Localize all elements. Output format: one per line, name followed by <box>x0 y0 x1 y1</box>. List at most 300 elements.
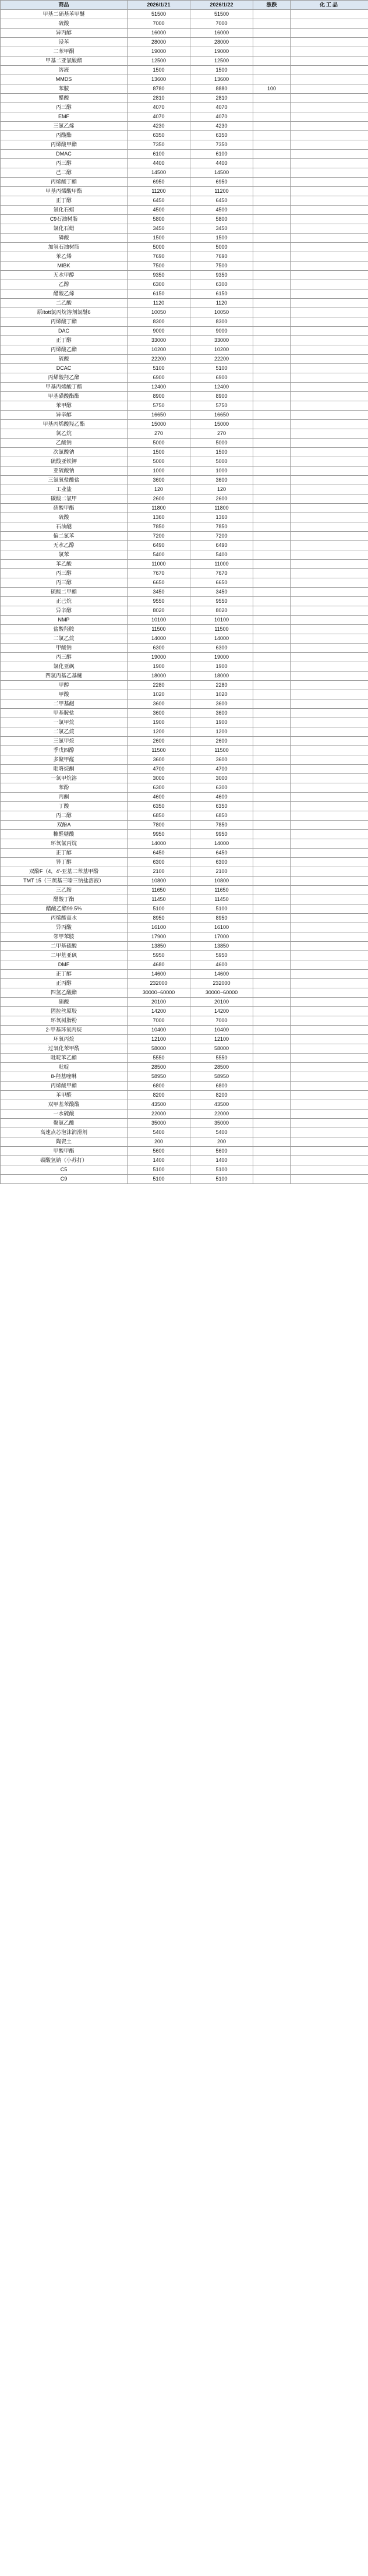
price-change <box>253 29 291 38</box>
price-change <box>253 1100 291 1109</box>
price-change <box>253 849 291 858</box>
price-change <box>253 895 291 904</box>
price-date1: 30000~60000 <box>128 988 190 998</box>
table-row <box>1 942 368 951</box>
table-row <box>1 327 368 336</box>
table-row <box>1 522 368 532</box>
product-name: 苯乙烯 <box>1 252 128 262</box>
product-name: 甲基丙烯酸羟乙酯 <box>1 420 128 429</box>
table-row <box>1 271 368 280</box>
table-row <box>1 1109 368 1119</box>
price-change <box>253 960 291 970</box>
price-date2: 7000 <box>190 1016 253 1026</box>
product-name: 醋酸乙烯 <box>1 289 128 299</box>
price-change <box>253 1016 291 1026</box>
spacer-cell <box>291 94 368 103</box>
col-header-date2: 2026/1/22 <box>190 1 253 10</box>
table-row <box>1 103 368 112</box>
table-row <box>1 252 368 262</box>
spacer-cell <box>291 513 368 522</box>
product-name: 硝酸 <box>1 998 128 1007</box>
table-row <box>1 597 368 606</box>
price-change <box>253 1091 291 1100</box>
price-date1: 6800 <box>128 1082 190 1091</box>
price-change <box>253 653 291 662</box>
product-name: 三氯乙烯 <box>1 122 128 131</box>
price-date2: 4500 <box>190 206 253 215</box>
table-row <box>1 364 368 373</box>
product-name: 正丁醇 <box>1 196 128 206</box>
price-change <box>253 839 291 849</box>
price-date2: 8900 <box>190 392 253 401</box>
price-date2: 7850 <box>190 522 253 532</box>
spacer-cell <box>291 29 368 38</box>
product-name: 8-羟基喹啉 <box>1 1072 128 1082</box>
price-date2: 9350 <box>190 271 253 280</box>
price-date1: 14000 <box>128 839 190 849</box>
spacer-cell <box>291 75 368 84</box>
price-date1: 7000 <box>128 19 190 29</box>
price-date1: 11500 <box>128 746 190 755</box>
spacer-cell <box>291 19 368 29</box>
price-change <box>253 1109 291 1119</box>
price-date2: 4400 <box>190 159 253 168</box>
product-name: 正己烷 <box>1 597 128 606</box>
spacer-cell <box>291 168 368 178</box>
product-name: 硫酸亚铁钾 <box>1 457 128 467</box>
price-date2: 3600 <box>190 709 253 718</box>
price-change <box>253 932 291 942</box>
price-date2: 5000 <box>190 439 253 448</box>
spacer-cell <box>291 923 368 932</box>
price-change <box>253 569 291 578</box>
price-date1: 22200 <box>128 355 190 364</box>
price-change <box>253 867 291 877</box>
price-change <box>253 150 291 159</box>
table-row <box>1 38 368 47</box>
table-row <box>1 345 368 355</box>
price-date2: 4600 <box>190 793 253 802</box>
price-date2: 30000~60000 <box>190 988 253 998</box>
price-date1: 4070 <box>128 112 190 122</box>
spacer-cell <box>291 979 368 988</box>
price-date1: 2280 <box>128 681 190 690</box>
price-change <box>253 10 291 19</box>
spacer-cell <box>291 1063 368 1072</box>
price-change <box>253 1165 291 1175</box>
spacer-cell <box>291 644 368 653</box>
price-date1: 1900 <box>128 662 190 672</box>
spacer-cell <box>291 262 368 271</box>
price-date2: 9950 <box>190 830 253 839</box>
spacer-cell <box>291 765 368 774</box>
spacer-cell <box>291 494 368 504</box>
spacer-cell <box>291 960 368 970</box>
spacer-cell <box>291 970 368 979</box>
product-name: 醋酸 <box>1 94 128 103</box>
table-row <box>1 821 368 830</box>
price-date2: 9000 <box>190 327 253 336</box>
price-change <box>253 755 291 765</box>
product-name: 甲基胺盐 <box>1 709 128 718</box>
price-change <box>253 112 291 122</box>
product-name: 浸苯 <box>1 38 128 47</box>
product-name: 丙三醇 <box>1 653 128 662</box>
price-change <box>253 1119 291 1128</box>
price-date1: 6850 <box>128 811 190 821</box>
table-row <box>1 150 368 159</box>
table-row <box>1 429 368 439</box>
product-name: 三乙胺 <box>1 886 128 895</box>
price-date2: 17000 <box>190 932 253 942</box>
product-name: 异丙醇 <box>1 29 128 38</box>
price-date1: 9350 <box>128 271 190 280</box>
spacer-cell <box>291 1016 368 1026</box>
price-date2: 58950 <box>190 1072 253 1082</box>
price-date1: 3450 <box>128 588 190 597</box>
table-row <box>1 904 368 914</box>
product-name: 甲基二硝基苯甲醚 <box>1 10 128 19</box>
product-name: 环氧氯丙烷 <box>1 839 128 849</box>
price-date1: 11800 <box>128 504 190 513</box>
price-date1: 5550 <box>128 1054 190 1063</box>
spacer-cell <box>291 150 368 159</box>
price-date1: 20100 <box>128 998 190 1007</box>
price-change <box>253 1072 291 1082</box>
table-row <box>1 616 368 625</box>
price-date1: 6300 <box>128 280 190 289</box>
spacer-cell <box>291 755 368 765</box>
price-date2: 3000 <box>190 774 253 783</box>
price-date2: 1500 <box>190 234 253 243</box>
price-date2: 11500 <box>190 625 253 634</box>
price-date2: 6300 <box>190 280 253 289</box>
table-row <box>1 420 368 429</box>
product-name: C9 <box>1 1175 128 1184</box>
spacer-cell <box>291 10 368 19</box>
spacer-cell <box>291 355 368 364</box>
table-row <box>1 1091 368 1100</box>
product-name: 糠醛糖酸 <box>1 830 128 839</box>
price-date2: 6650 <box>190 578 253 588</box>
price-date2: 5550 <box>190 1054 253 1063</box>
price-date1: 11500 <box>128 625 190 634</box>
table-row <box>1 94 368 103</box>
price-change <box>253 448 291 457</box>
product-name: 正丁醇 <box>1 336 128 345</box>
price-date2: 3600 <box>190 699 253 709</box>
price-date2: 1000 <box>190 467 253 476</box>
price-change <box>253 262 291 271</box>
spacer-cell <box>291 690 368 699</box>
price-date1: 1900 <box>128 718 190 727</box>
product-name: 氯化亚砜 <box>1 662 128 672</box>
price-date2: 5400 <box>190 550 253 560</box>
product-name: 双酚A <box>1 821 128 830</box>
price-change <box>253 532 291 541</box>
price-date1: 14000 <box>128 634 190 644</box>
price-change <box>253 644 291 653</box>
price-date2: 10050 <box>190 308 253 317</box>
spacer-cell <box>291 830 368 839</box>
product-name: 甲基磺酸酯酯 <box>1 392 128 401</box>
price-change <box>253 550 291 560</box>
spacer-cell <box>291 932 368 942</box>
table-row <box>1 1137 368 1147</box>
price-date2: 5950 <box>190 951 253 960</box>
price-change <box>253 877 291 886</box>
product-name: 盐酸羟胺 <box>1 625 128 634</box>
product-name: 甲酸甲酯 <box>1 1147 128 1156</box>
price-change <box>253 634 291 644</box>
product-name: 甲基丙烯酸丁酯 <box>1 383 128 392</box>
price-date1: 8300 <box>128 317 190 327</box>
table-row <box>1 1007 368 1016</box>
price-change <box>253 970 291 979</box>
price-date2: 6300 <box>190 783 253 793</box>
table-row <box>1 140 368 150</box>
spacer-cell <box>291 429 368 439</box>
price-date2: 1900 <box>190 662 253 672</box>
price-date2: 1120 <box>190 299 253 308</box>
price-date1: 1500 <box>128 234 190 243</box>
table-row <box>1 383 368 392</box>
price-change <box>253 94 291 103</box>
product-name: C9石油树脂 <box>1 215 128 224</box>
product-name: 异丙酸 <box>1 923 128 932</box>
price-date1: 33000 <box>128 336 190 345</box>
product-name: 氯化石蜡 <box>1 224 128 234</box>
price-date1: 14200 <box>128 1007 190 1016</box>
price-date2: 3600 <box>190 476 253 485</box>
price-change <box>253 224 291 234</box>
spacer-cell <box>291 914 368 923</box>
price-change <box>253 168 291 178</box>
product-name: 次氯酸钠 <box>1 448 128 457</box>
product-name: 正丁醇 <box>1 970 128 979</box>
spacer-cell <box>291 532 368 541</box>
price-date1: 6150 <box>128 289 190 299</box>
product-name: 乙酸钠 <box>1 439 128 448</box>
product-name: 双甲基苯酸酸 <box>1 1100 128 1109</box>
price-date2: 6100 <box>190 150 253 159</box>
table-row <box>1 727 368 737</box>
price-change <box>253 271 291 280</box>
price-date2: 5600 <box>190 1147 253 1156</box>
price-date1: 2600 <box>128 737 190 746</box>
price-date1: 6350 <box>128 802 190 811</box>
price-date1: 5100 <box>128 364 190 373</box>
table-row <box>1 699 368 709</box>
spacer-cell <box>291 485 368 494</box>
table-row <box>1 112 368 122</box>
table-row <box>1 168 368 178</box>
price-date1: 4680 <box>128 960 190 970</box>
price-change <box>253 308 291 317</box>
price-date1: 1400 <box>128 1156 190 1165</box>
table-row <box>1 653 368 662</box>
product-name: MIBK <box>1 262 128 271</box>
spacer-cell <box>291 327 368 336</box>
price-date2: 270 <box>190 429 253 439</box>
price-date1: 120 <box>128 485 190 494</box>
price-change <box>253 951 291 960</box>
spacer-cell <box>291 672 368 681</box>
table-row <box>1 886 368 895</box>
table-row <box>1 262 368 271</box>
product-name: 硫酸二甲酯 <box>1 588 128 597</box>
price-date1: 4600 <box>128 793 190 802</box>
price-date2: 5000 <box>190 457 253 467</box>
spacer-cell <box>291 383 368 392</box>
spacer-cell <box>291 550 368 560</box>
table-row <box>1 709 368 718</box>
price-change <box>253 1156 291 1165</box>
spacer-cell <box>291 877 368 886</box>
spacer-cell <box>291 392 368 401</box>
product-name: 甲基丙烯酸甲酯 <box>1 187 128 196</box>
price-date1: 1200 <box>128 727 190 737</box>
table-row <box>1 783 368 793</box>
product-name: 丙烯酸丁酯 <box>1 317 128 327</box>
product-name: 加氢石油树脂 <box>1 243 128 252</box>
price-date2: 6300 <box>190 858 253 867</box>
table-row <box>1 634 368 644</box>
price-date1: 4700 <box>128 765 190 774</box>
price-date2: 6350 <box>190 131 253 140</box>
price-date2: 7850 <box>190 821 253 830</box>
spacer-cell <box>291 560 368 569</box>
price-date2: 14000 <box>190 839 253 849</box>
spacer-cell <box>291 821 368 830</box>
price-date2: 12500 <box>190 56 253 66</box>
spacer-cell <box>291 578 368 588</box>
table-row <box>1 1054 368 1063</box>
table-row <box>1 485 368 494</box>
price-date1: 8900 <box>128 392 190 401</box>
price-change <box>253 1175 291 1184</box>
product-name: 碳酸氢钠（小苏打） <box>1 1156 128 1165</box>
spacer-cell <box>291 196 368 206</box>
price-change <box>253 187 291 196</box>
spacer-cell <box>291 1044 368 1054</box>
price-date2: 8880 <box>190 84 253 94</box>
col-header-change: 涨跌 <box>253 1 291 10</box>
price-date1: 14600 <box>128 970 190 979</box>
price-date2: 2600 <box>190 737 253 746</box>
table-row <box>1 467 368 476</box>
product-name: 多聚甲醛 <box>1 755 128 765</box>
price-date2: 3600 <box>190 755 253 765</box>
spacer-cell <box>291 234 368 243</box>
product-name: 邻甲苯胺 <box>1 932 128 942</box>
table-row <box>1 196 368 206</box>
price-date2: 8950 <box>190 914 253 923</box>
price-date1: 2100 <box>128 867 190 877</box>
spacer-cell <box>291 84 368 94</box>
product-name: 正丙醇 <box>1 979 128 988</box>
price-date1: 51500 <box>128 10 190 19</box>
spacer-cell <box>291 1147 368 1156</box>
spacer-cell <box>291 737 368 746</box>
price-date1: 17900 <box>128 932 190 942</box>
price-date2: 2100 <box>190 867 253 877</box>
price-date1: 43500 <box>128 1100 190 1109</box>
price-date1: 3600 <box>128 476 190 485</box>
spacer-cell <box>291 858 368 867</box>
product-name: 丙酮 <box>1 793 128 802</box>
spacer-cell <box>291 112 368 122</box>
spacer-cell <box>291 886 368 895</box>
price-date1: 1500 <box>128 66 190 75</box>
table-row <box>1 578 368 588</box>
table-row <box>1 662 368 672</box>
table-row <box>1 1175 368 1184</box>
spacer-cell <box>291 56 368 66</box>
price-date2: 7500 <box>190 262 253 271</box>
table-row <box>1 914 368 923</box>
price-date2: 7690 <box>190 252 253 262</box>
spacer-cell <box>291 140 368 150</box>
spacer-cell <box>291 271 368 280</box>
price-date2: 4070 <box>190 103 253 112</box>
price-change <box>253 131 291 140</box>
table-row <box>1 224 368 234</box>
spacer-cell <box>291 243 368 252</box>
price-change <box>253 541 291 550</box>
table-row <box>1 970 368 979</box>
spacer-cell <box>291 541 368 550</box>
product-name: 醋酸乙酯99.5% <box>1 904 128 914</box>
product-name: 乙醇 <box>1 280 128 289</box>
table-row <box>1 923 368 932</box>
price-date1: 6650 <box>128 578 190 588</box>
spacer-cell <box>291 839 368 849</box>
spacer-cell <box>291 1007 368 1016</box>
price-date2: 4700 <box>190 765 253 774</box>
product-name: 碳酸二氯甲 <box>1 494 128 504</box>
table-row <box>1 811 368 821</box>
table-row <box>1 513 368 522</box>
table-row <box>1 1128 368 1137</box>
spacer-cell <box>291 299 368 308</box>
product-name: 氯化石蜡 <box>1 206 128 215</box>
price-date1: 6950 <box>128 178 190 187</box>
product-name: 丙烯酸高水 <box>1 914 128 923</box>
price-date2: 9550 <box>190 597 253 606</box>
product-name: 丙烯酸羟乙酯 <box>1 373 128 383</box>
table-row <box>1 560 368 569</box>
price-change <box>253 1147 291 1156</box>
product-name: EMF <box>1 112 128 122</box>
price-date2: 10800 <box>190 877 253 886</box>
product-name: 醋酸丁酯 <box>1 895 128 904</box>
spacer-cell <box>291 867 368 877</box>
price-date1: 14500 <box>128 168 190 178</box>
price-change <box>253 75 291 84</box>
spacer-cell <box>291 103 368 112</box>
product-name: 吡啶 <box>1 1063 128 1072</box>
price-date2: 11650 <box>190 886 253 895</box>
product-name: 丙烯酸甲酯 <box>1 1082 128 1091</box>
product-name: 二甲基硫酸 <box>1 942 128 951</box>
price-date1: 5950 <box>128 951 190 960</box>
price-date1: 16650 <box>128 411 190 420</box>
table-row <box>1 737 368 746</box>
price-change <box>253 252 291 262</box>
product-name: 甲基二亚氯酸酯 <box>1 56 128 66</box>
price-change <box>253 467 291 476</box>
